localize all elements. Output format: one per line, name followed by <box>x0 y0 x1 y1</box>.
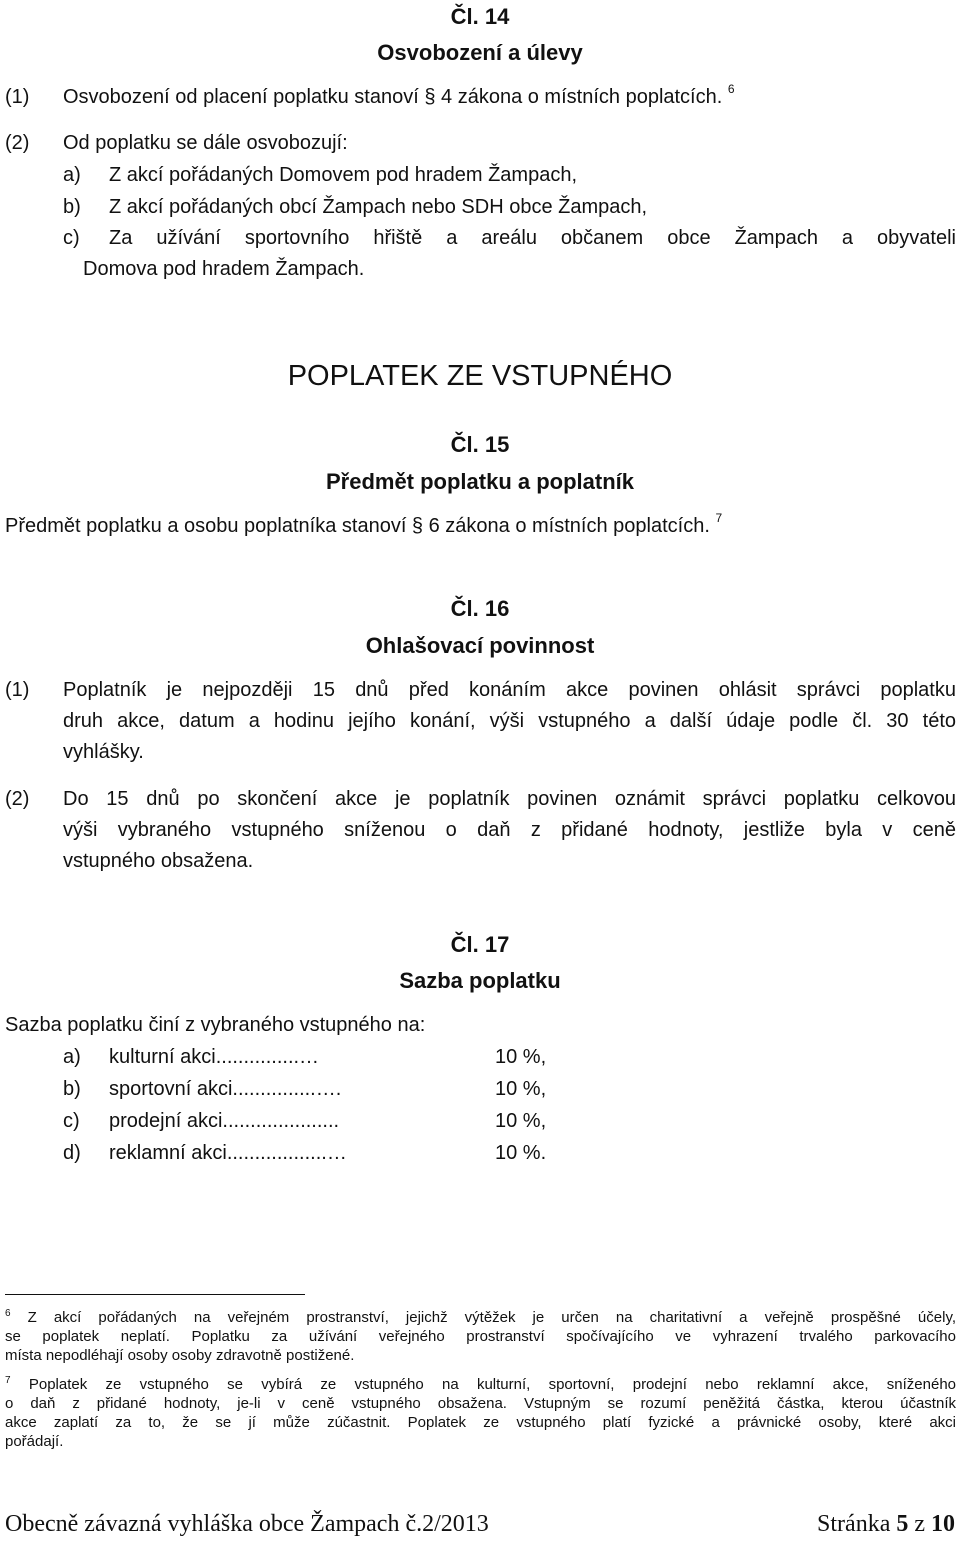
list-item-label: a) <box>63 164 81 186</box>
section-heading: POPLATEK ZE VSTUPNÉHO <box>287 360 673 392</box>
footnote-line: o daň z přidané hodnoty, je-li v ceně vstupného obsažena. Vstupným se rozumí peněžitá částka, kterou účastník <box>5 1395 956 1412</box>
article-16-number: Čl. 16 <box>450 596 510 621</box>
footnote-number: 7 <box>5 1375 11 1386</box>
article-14-title: Osvobození a úlevy <box>377 40 583 65</box>
art14-p2-intro: Od poplatku se dále osvobozují: <box>63 132 348 154</box>
paragraph-line: vstupného obsažena. <box>63 850 254 872</box>
paragraph-line: druh akce, datum a hodinu jejího konání, výši vstupného a další údaje podle čl. 30 této <box>63 710 956 732</box>
rate-item: reklamní akci..................… <box>109 1142 347 1164</box>
list-item: Z akcí pořádaných Domovem pod hradem Žampach, <box>109 164 577 186</box>
rate-label: a) <box>63 1046 81 1068</box>
paragraph-line: výši vybraného vstupného sníženou o daň z přidané hodnoty, jestliže byla v ceně <box>63 819 956 841</box>
footnote-separator <box>5 1294 305 1295</box>
footnote-ref-7[interactable]: 7 <box>715 511 723 525</box>
rate-item: prodejní akci..................... <box>109 1110 340 1132</box>
art14-p2-number: (2) <box>5 132 30 154</box>
list-item <box>83 223 956 285</box>
rate-label: d) <box>63 1142 81 1164</box>
footer-doc-title: Obecně závazná vyhláška obce Žampach č.2/2013 <box>5 1511 489 1537</box>
rate-value: 10 %, <box>495 1046 547 1068</box>
rate-label: b) <box>63 1078 81 1100</box>
footnote-ref-6[interactable]: 6 <box>727 82 735 96</box>
footnote-line: se poplatek neplatí. Poplatku za užívání veřejného prostranství spočívajícího ve vyhrazení trvalého parkovacího <box>5 1328 956 1345</box>
footnote-line: pořádají. <box>5 1433 64 1450</box>
article-17-title: Sazba poplatku <box>399 968 561 993</box>
list-item-label: b) <box>63 196 81 218</box>
footnote-number: 6 <box>5 1308 11 1319</box>
art16-p2-number: (2) <box>5 788 30 810</box>
list-item-label: c) <box>63 227 80 249</box>
footnote-7: $^7$ Poplatek ze vstupného se vybírá ze vstupného na kulturní, sportovní, prodejní nebo reklamní akce, sníženého o daň z přidané hodnoty, je-li v ceně vstupného obsažena. Vstupným se rozumí peněžitá částka, kterou účastník akce zaplatí za to, že se jí může zúčastnit. Poplatek ze vstupného platí fyzické a právnické osoby, které akci pořádají. <box>5 1375 956 1450</box>
art15-text: Předmět poplatku a osobu poplatníka stanoví § 6 zákona o místních poplatcích. $^7$ <box>5 511 723 537</box>
rate-label: c) <box>63 1110 80 1132</box>
footnote-6: $^6$ Z akcí pořádaných na veřejném prostranství, jejichž výtěžek je určen na charitativní a veřejně prospěšné účely, se poplatek neplatí. Poplatku za užívání veřejného prostranství spočívajícího ve vyhrazení trvalého parkovacího místa nepodléhají osoby osoby zdravotně postižené. <box>5 1308 956 1364</box>
rate-value: 10 %, <box>495 1078 547 1100</box>
art14-p1-text: Osvobození od placení poplatku stanoví § 4 zákona o místních poplatcích. $^6$ <box>63 82 735 108</box>
rate-value: 10 %. <box>495 1142 547 1164</box>
art16-p1-text <box>63 675 956 768</box>
footnote-line: místa nepodléhají osoby osoby zdravotně postižené. <box>5 1347 355 1364</box>
article-16-title: Ohlašovací povinnost <box>365 633 595 658</box>
art16-p1-number: (1) <box>5 679 30 701</box>
rates-intro: Sazba poplatku činí z vybraného vstupného na: <box>5 1014 426 1036</box>
rate-item: sportovní akci...............…. <box>109 1078 342 1100</box>
paragraph-line: Poplatník je nejpozději 15 dnů před konáním akce povinen ohlásit správci poplatku <box>63 679 956 701</box>
list-item: Z akcí pořádaných obcí Žampach nebo SDH obce Žampach, <box>109 196 648 218</box>
art16-p2-text <box>63 784 956 877</box>
article-15-number: Čl. 15 <box>450 432 510 457</box>
article-15-title: Předmět poplatku a poplatník <box>325 469 635 494</box>
rate-value: 10 %, <box>495 1110 547 1132</box>
page-number: Stránka 5 z 10 <box>817 1511 955 1537</box>
list-item-line: Za užívání sportovního hřiště a areálu občanem obce Žampach a obyvateli <box>109 227 956 249</box>
list-item-line: Domova pod hradem Žampach. <box>83 258 365 280</box>
paragraph-line: vyhlášky. <box>63 741 144 763</box>
rate-item: kulturní akci...............… <box>109 1046 320 1068</box>
paragraph-line: Do 15 dnů po skončení akce je poplatník povinen oznámit správci poplatku celkovou <box>63 788 956 810</box>
footnote-line: akce zaplatí za to, že se jí může zúčastnit. Poplatek ze vstupného platí fyzické a právnické osoby, které akci <box>5 1414 956 1431</box>
article-17-number: Čl. 17 <box>450 932 510 957</box>
article-14-number: Čl. 14 <box>450 4 510 29</box>
art14-p1-number: (1) <box>5 86 30 108</box>
